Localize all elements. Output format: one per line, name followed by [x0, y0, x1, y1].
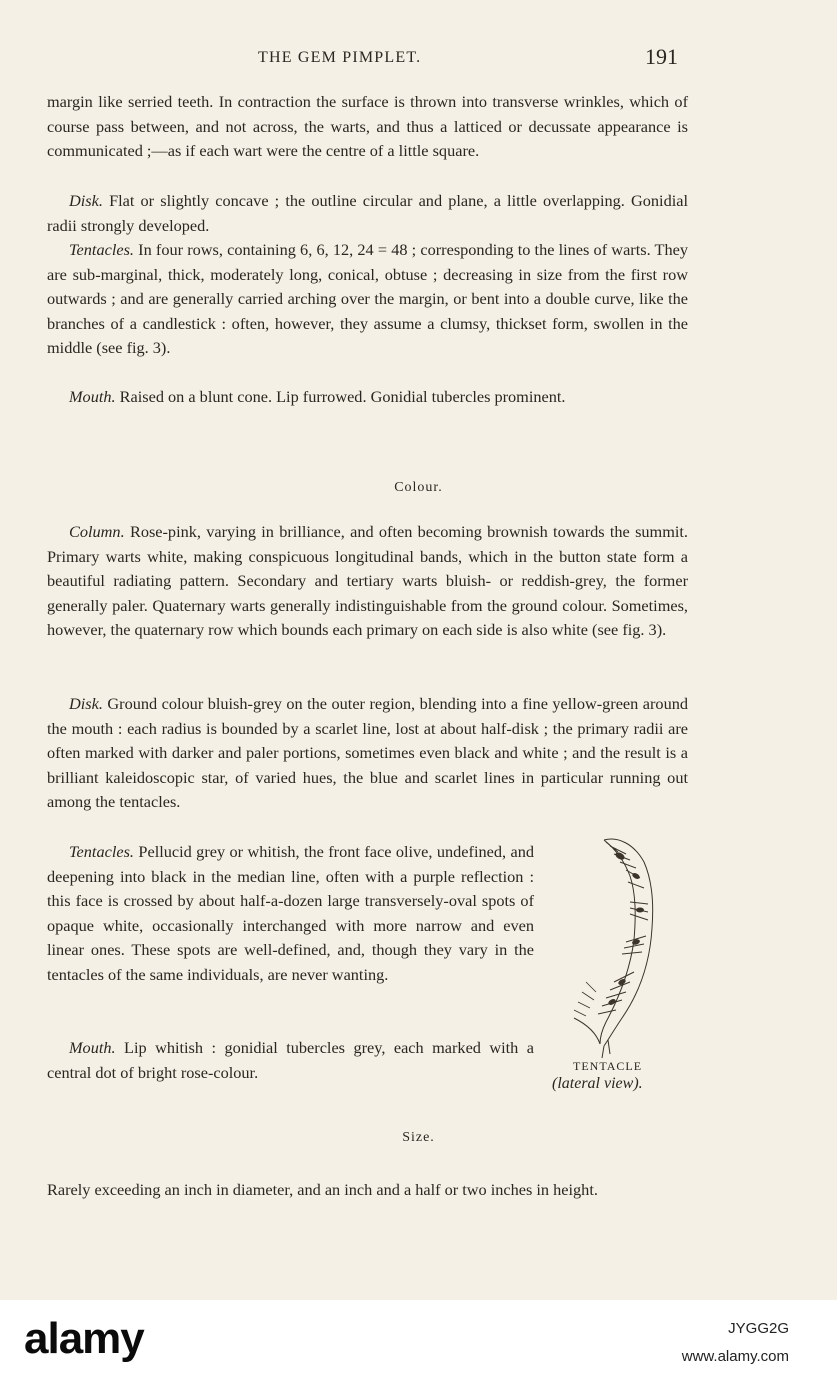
text-disk-colour: Ground colour bluish-grey on the outer region, blending into a fine yellow-green around the mouth : each radius is bounded by a scarlet line, lost at about half-disk ; the primary radii are often marked with darker and paler portions, sometimes even black and white ; and the result is a brilliant kaleidoscopic star, of varied hues, the blue and scarlet lines in particular running out among the tentacles. — [47, 694, 688, 812]
heading-colour: Colour. — [394, 480, 443, 495]
label-disk-colour: Disk. — [69, 694, 103, 713]
label-tentacles: Tentacles. — [69, 240, 134, 259]
alamy-logo: alamy — [24, 1314, 144, 1363]
figure-caption-title: TENTACLE — [573, 1059, 643, 1073]
stock-watermark-bar — [0, 1300, 837, 1390]
label-disk: Disk. — [69, 191, 103, 210]
heading-size: Size. — [402, 1130, 435, 1145]
label-column: Column. — [69, 522, 125, 541]
text-disk: Flat or slightly concave ; the outline circular and plane, a little overlapping. Gonidial radii strongly developed. — [47, 191, 688, 235]
paragraph-mouth-colour — [47, 1036, 534, 1085]
page-header — [0, 44, 837, 74]
text-mouth: Raised on a blunt cone. Lip furrowed. Gonidial tubercles prominent. — [119, 387, 566, 406]
running-head: THE GEM PIMPLET. — [258, 49, 422, 66]
label-mouth: Mouth. — [69, 387, 116, 406]
paragraph-size: Rarely exceeding an inch in diameter, and an inch and a half or two inches in height. — [47, 1180, 598, 1199]
text-tentacles-colour: Pellucid grey or whitish, the front face olive, undefined, and deepening into black in the median line, often with a purple reflection : this face is crossed by about half-a-dozen large transversely-oval spots of opaque white, occasionally interchanged with more narrow and even linear ones. These spots are well-defined, and, though they vary in the tentacles of the same individuals, are never wanting. — [47, 842, 534, 984]
label-mouth-colour: Mouth. — [69, 1038, 116, 1057]
image-id: JYGG2G — [728, 1320, 789, 1337]
text-tentacles: In four rows, containing 6, 6, 12, 24 = 48 ; corresponding to the lines of warts. They are sub-marginal, thick, moderately long, conical, obtuse ; decreasing in size from the first row outwards ; and are generally carried arching over the margin, or bent into a double curve, like the branches of a candlestick : often, however, they assume a clumsy, thickset form, swollen in the middle (see fig. 3). — [47, 240, 688, 358]
paragraph-mouth — [47, 385, 688, 410]
text-mouth-colour: Lip whitish : gonidial tubercles grey, each marked with a central dot of bright rose-colour. — [47, 1038, 534, 1082]
figure-caption-subtitle: (lateral view). — [552, 1075, 643, 1092]
paragraph-disk-colour — [47, 692, 688, 815]
text-column: Rose-pink, varying in brilliance, and often becoming brownish towards the summit. Primary warts white, making conspicuous longitudinal bands, which in the button state form a beautiful radiating pattern. Secondary and tertiary warts bluish- or reddish-grey, the former generally paler. Quaternary warts generally indistinguishable from the ground colour. Sometimes, however, the quaternary row which bounds each primary on each side is also white (see fig. 3). — [47, 522, 688, 640]
label-tentacles-colour: Tentacles. — [69, 842, 134, 861]
paragraph-disk — [47, 189, 688, 238]
page-number: 191 — [645, 44, 678, 69]
site-url: www.alamy.com — [681, 1348, 789, 1365]
paragraph-tentacles — [47, 238, 688, 361]
paragraph-tentacles-colour — [47, 840, 534, 988]
paragraph-column — [47, 520, 688, 643]
tentacle-illustration — [556, 832, 676, 1072]
paragraph-margin: margin like serried teeth. In contraction the surface is thrown into transverse wrinkles, which of course pass between, and not across, the warts, and thus a latticed or decussate appearance is communicated ;—as if each wart were the centre of a little square. — [47, 92, 688, 161]
